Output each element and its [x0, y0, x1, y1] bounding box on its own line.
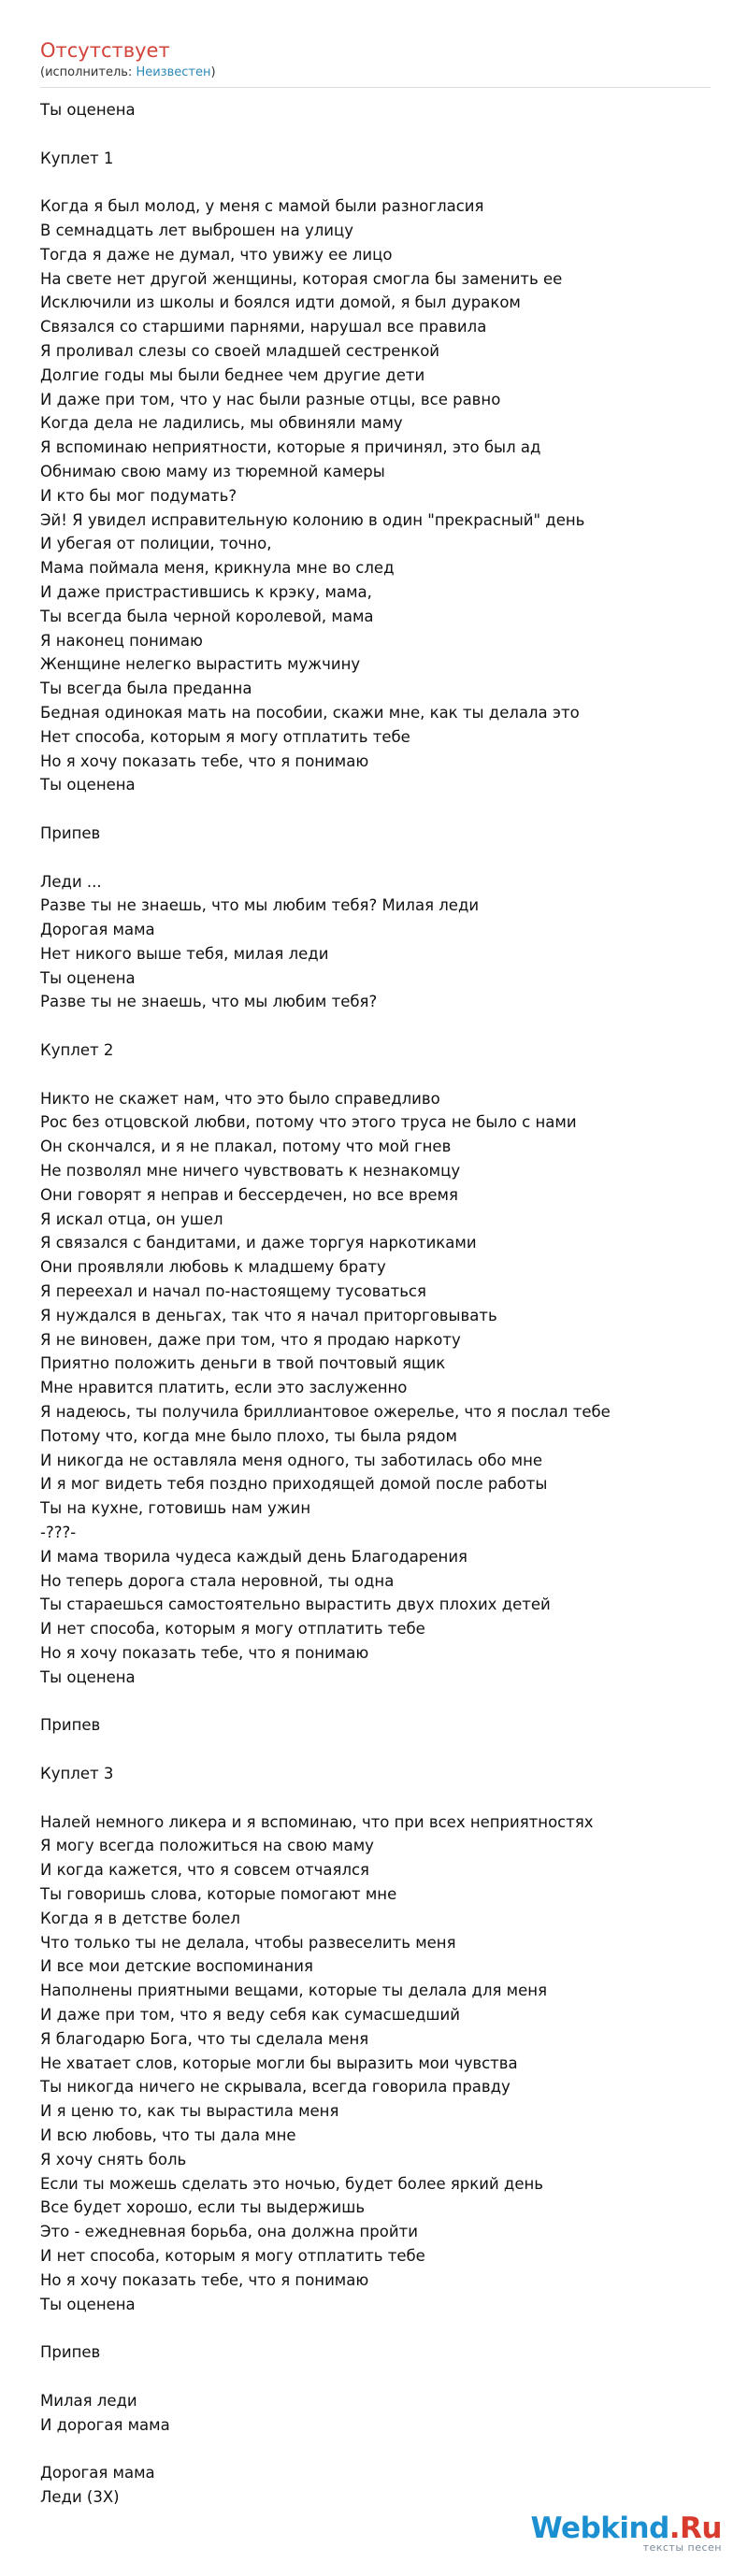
- lyric-blank-line: [40, 1014, 711, 1038]
- lyric-line: Налей немного ликера и я вспоминаю, что при всех неприятностях: [40, 1812, 594, 1831]
- lyric-line: Я проливал слезы со своей младшей сестренкой: [40, 341, 440, 360]
- lyric-line: И нет способа, которым я могу отплатить тебе: [40, 1620, 425, 1639]
- lyric-line: И даже при том, что я веду себя как сумасшедший: [40, 2005, 460, 2024]
- lyric-line: Если ты можешь сделать это ночью, будет более яркий день: [40, 2174, 543, 2193]
- artist-suffix: ): [210, 65, 216, 79]
- lyric-line: Ты стараешься самостоятельно вырастить двух плохих детей: [40, 1596, 551, 1614]
- lyric-line: Эй! Я увидел исправительную колонию в один "прекрасный" день: [40, 510, 585, 529]
- lyric-blank-line: [40, 122, 711, 147]
- lyric-line: И кто бы мог подумать?: [40, 486, 237, 505]
- lyric-line: Но теперь дорога стала неровной, ты одна: [40, 1571, 395, 1590]
- lyric-line: Я переехал и начал по-настоящему тусоваться: [40, 1282, 426, 1301]
- lyric-line: И я мог видеть тебя поздно приходящей домой после работы: [40, 1475, 548, 1494]
- lyric-line: Я связался с бандитами, и даже торгуя наркотиками: [40, 1234, 477, 1252]
- lyric-line: Нет способа, которым я могу отплатить тебе: [40, 727, 410, 746]
- lyric-line: Я нуждался в деньгах, так что я начал приторговывать: [40, 1306, 497, 1324]
- lyric-line: Не хватает слов, которые могли бы выразить мои чувства: [40, 2054, 518, 2072]
- lyric-line: И дорогая мама: [40, 2415, 170, 2434]
- lyric-line: Я наконец понимаю: [40, 631, 203, 650]
- lyric-line: Ты оценена: [40, 968, 136, 987]
- lyric-line: Но я хочу показать тебе, что я понимаю: [40, 751, 369, 770]
- lyric-line: Он скончался, и я не плакал, потому что мой гнев: [40, 1138, 452, 1156]
- lyric-line: И даже при том, что у нас были разные отцы, все равно: [40, 390, 501, 408]
- lyric-line: Приятно положить деньги в твой почтовый ящик: [40, 1354, 446, 1373]
- lyric-line: Ты никогда ничего не скрывала, всегда говорила правду: [40, 2078, 511, 2097]
- lyric-blank-line: [40, 1690, 711, 1714]
- song-title: Отсутствует: [40, 39, 170, 62]
- logo-tld: .Ru: [669, 2512, 722, 2545]
- lyric-line: Бедная одинокая мать на пособии, скажи мне, как ты делала это: [40, 703, 580, 722]
- lyric-line: Ты на кухне, готовишь нам ужин: [40, 1499, 311, 1518]
- lyric-blank-line: [40, 2437, 711, 2461]
- lyric-line: Ты говоришь слова, которые помогают мне: [40, 1884, 397, 1903]
- lyric-blank-line: [40, 2316, 711, 2340]
- lyric-line: Разве ты не знаешь, что мы любим тебя?: [40, 993, 378, 1011]
- lyric-line: Не позволял мне ничего чувствовать к незнакомцу: [40, 1162, 461, 1181]
- lyric-line: Я вспоминаю неприятности, которые я причинял, это был ад: [40, 438, 541, 457]
- lyric-line: Наполнены приятными вещами, которые ты делала для меня: [40, 1982, 547, 2000]
- lyric-line: Потому что, когда мне было плохо, ты была рядом: [40, 1426, 457, 1445]
- lyric-line: Нет никого выше тебя, милая леди: [40, 944, 329, 963]
- lyric-line: И я ценю то, как ты вырастила меня: [40, 2102, 339, 2121]
- lyric-line: Я надеюсь, ты получила бриллиантовое ожерелье, что я послал тебе: [40, 1403, 611, 1422]
- lyric-line: Леди (3Х): [40, 2487, 120, 2506]
- lyric-line: И никогда не оставляла меня одного, ты заботилась обо мне: [40, 1451, 543, 1469]
- lyric-line: И все мои детские воспоминания: [40, 1957, 313, 1976]
- lyric-line: Припев: [40, 823, 101, 842]
- lyric-line: Я могу всегда положиться на свою маму: [40, 1837, 374, 1855]
- lyric-line: Ты оценена: [40, 1667, 136, 1686]
- lyric-line: Куплет 1: [40, 149, 114, 167]
- lyric-line: Ты оценена: [40, 2295, 136, 2313]
- artist-prefix: (исполнитель:: [40, 65, 137, 79]
- lyric-line: И даже пристрастившись к крэку, мама,: [40, 582, 372, 601]
- lyric-line: Леди ...: [40, 872, 102, 891]
- lyric-line: Рос без отцовской любви, потому что этого труса не было с нами: [40, 1113, 577, 1132]
- lyric-line: Это - ежедневная борьба, она должна пройти: [40, 2223, 418, 2241]
- lyric-blank-line: [40, 2365, 711, 2389]
- lyric-line: Но я хочу показать тебе, что я понимаю: [40, 1644, 369, 1662]
- lyric-line: И всю любовь, что ты дала мне: [40, 2125, 296, 2144]
- lyric-line: Ты оценена: [40, 101, 136, 119]
- lyric-line: Я не виновен, даже при том, что я продаю наркоту: [40, 1330, 461, 1349]
- lyric-line: И мама творила чудеса каждый день Благодарения: [40, 1547, 468, 1566]
- lyric-line: Ты оценена: [40, 776, 136, 794]
- lyric-line: Исключили из школы и боялся идти домой, я был дураком: [40, 293, 521, 312]
- site-watermark: [530, 2512, 722, 2554]
- lyric-line: Но я хочу показать тебе, что я понимаю: [40, 2270, 369, 2289]
- lyric-line: Они проявляли любовь к младшему брату: [40, 1258, 386, 1277]
- lyric-line: Все будет хорошо, если ты выдержишь: [40, 2198, 366, 2217]
- lyric-line: Дорогая мама: [40, 921, 155, 939]
- lyric-line: Куплет 3: [40, 1764, 114, 1782]
- lyric-line: И убегая от полиции, точно,: [40, 535, 272, 553]
- lyric-blank-line: [40, 1063, 711, 1087]
- lyric-line: Разве ты не знаешь, что мы любим тебя? Милая леди: [40, 896, 480, 915]
- lyric-line: Ты всегда была черной королевой, мама: [40, 607, 374, 625]
- artist-line: [40, 64, 711, 88]
- lyric-line: На свете нет другой женщины, которая смогла бы заменить ее: [40, 269, 563, 288]
- lyrics-text: [40, 98, 711, 2510]
- lyric-line: Никто не скажет нам, что это было справедливо: [40, 1089, 440, 1108]
- lyric-line: Что только ты не делала, чтобы развеселить меня: [40, 1933, 456, 1952]
- lyric-line: Я благодарю Бога, что ты сделала меня: [40, 2029, 369, 2048]
- lyric-line: И когда кажется, что я совсем отчаялся: [40, 1861, 369, 1880]
- lyric-line: Они говорят я неправ и бессердечен, но все время: [40, 1185, 458, 1204]
- lyric-blank-line: [40, 846, 711, 870]
- lyric-line: В семнадцать лет выброшен на улицу: [40, 221, 353, 239]
- lyric-line: Припев: [40, 2343, 101, 2362]
- lyric-line: Когда я был молод, у меня с мамой были разногласия: [40, 197, 484, 216]
- lyric-line: Обнимаю свою маму из тюремной камеры: [40, 462, 385, 480]
- artist-link[interactable]: Неизвестен: [136, 65, 211, 79]
- lyric-line: Женщине нелегко вырастить мужчину: [40, 655, 361, 674]
- lyric-line: Мама поймала меня, крикнула мне во след: [40, 559, 395, 578]
- lyric-line: Ты всегда была преданна: [40, 680, 252, 698]
- song-header: [40, 37, 711, 88]
- lyric-line: Я искал отца, он ушел: [40, 1209, 223, 1228]
- lyric-line: Дорогая мама: [40, 2464, 155, 2483]
- lyric-line: Долгие годы мы были беднее чем другие дети: [40, 365, 425, 384]
- lyric-line: Когда дела не ладились, мы обвиняли маму: [40, 414, 403, 433]
- webkind-logo: [530, 2512, 722, 2544]
- lyric-line: Милая леди: [40, 2391, 137, 2410]
- lyric-line: Когда я в детстве болел: [40, 1909, 240, 1927]
- logo-tagline: тексты песен: [642, 2541, 722, 2554]
- lyric-line: И нет способа, которым я могу отплатить тебе: [40, 2246, 425, 2265]
- lyric-blank-line: [40, 170, 711, 194]
- lyric-line: Припев: [40, 1716, 101, 1735]
- logo-name: Webkind: [530, 2512, 669, 2545]
- lyric-blank-line: [40, 1786, 711, 1810]
- lyric-line: Тогда я даже не думал, что увижу ее лицо: [40, 245, 393, 264]
- lyric-blank-line: [40, 1738, 711, 1762]
- lyric-line: Я хочу снять боль: [40, 2150, 187, 2168]
- lyric-line: Мне нравится платить, если это заслуженно: [40, 1379, 408, 1397]
- lyric-blank-line: [40, 797, 711, 822]
- lyric-line: Связался со старшими парнями, нарушал все правила: [40, 318, 487, 336]
- lyric-line: -???-: [40, 1524, 77, 1542]
- lyric-line: Куплет 2: [40, 1041, 114, 1060]
